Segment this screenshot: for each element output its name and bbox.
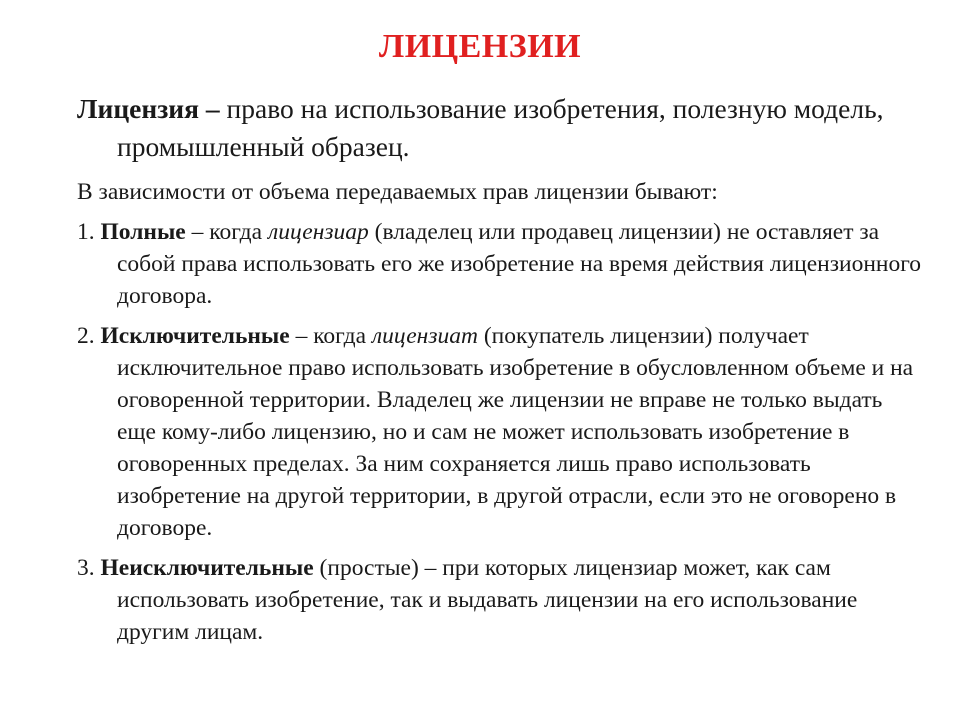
item-name: Неисключительные [100,555,314,581]
item-name: Исключительные [100,323,290,349]
list-item-full [77,216,927,312]
definition-term: Лицензия [77,93,200,124]
item-role: лицензиат [371,323,478,349]
item-number: 1. [77,219,101,245]
item-number: 3. [77,555,101,581]
item-role: лицензиар [267,219,369,245]
item-number: 2. [77,323,101,349]
slide-title: ЛИЦЕНЗИИ [378,28,582,65]
list-item-exclusive [77,320,927,544]
intro-paragraph: В зависимости от объема передаваемых прав лицензии бывают: [77,179,718,205]
item-description: (простые) – при которых лицензиар может, как сам использовать изобретение, так и выдавать лицензии на его использование другим лицам. [117,555,858,645]
definition-paragraph [77,90,927,166]
item-description: (покупатель лицензии) получает исключительное право использовать изобретение в обусловленном объеме и на оговоренной территории. Владелец же лицензии не вправе не только выдать еще кому-либо лицензию, но и сам не может использовать изобретение в оговоренных пределах. За ним сохраняется лишь право использовать изобретение на другой территории, в другой отрасли, если это не оговорено в договоре. [117,323,914,541]
list-item-nonexclusive [77,552,927,648]
slide-body [77,90,927,648]
definition-text: право на использование изобретения, полезную модель, промышленный образец. [117,93,884,162]
item-connector: – когда [289,323,372,349]
definition-dash: – [199,93,227,124]
item-name: Полные [100,219,186,245]
item-connector: – когда [185,219,268,245]
item-description: (владелец или продавец лицензии) не оставляет за собой права использовать его же изобретение на время действия лицензионного договора. [117,219,922,309]
